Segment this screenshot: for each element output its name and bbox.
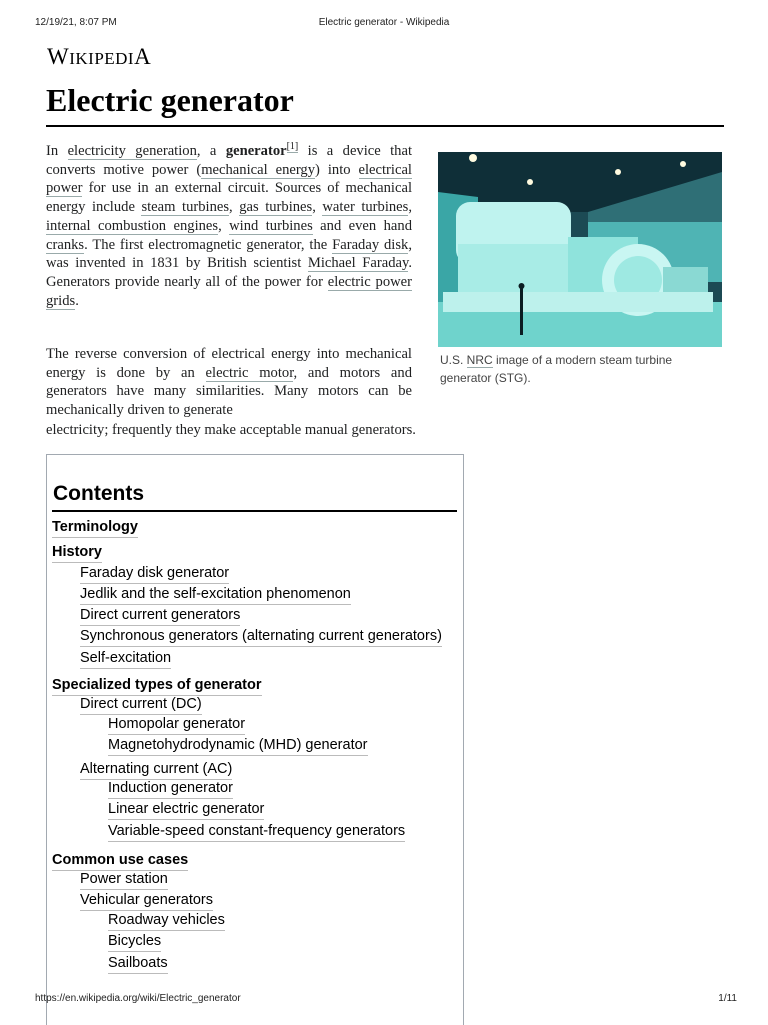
toc-item-variable-speed-generators[interactable]: Variable-speed constant-frequency generators bbox=[108, 823, 405, 842]
text: , bbox=[408, 199, 412, 216]
text: , bbox=[229, 199, 240, 216]
link-cranks[interactable]: cranks bbox=[46, 236, 85, 253]
text: In bbox=[46, 143, 68, 159]
toc-item-linear-electric-generator[interactable]: Linear electric generator bbox=[108, 801, 264, 820]
toc-item-induction-generator[interactable]: Induction generator bbox=[108, 780, 233, 799]
toc-item-power-station[interactable]: Power station bbox=[80, 871, 168, 890]
image-caption bbox=[440, 351, 725, 387]
text: image of a modern steam turbine generator (STG). bbox=[440, 353, 673, 385]
steam-turbine-image[interactable] bbox=[438, 152, 722, 347]
link-electric-motor[interactable]: electric motor bbox=[205, 364, 294, 381]
text: is a device that converts motive power ( bbox=[46, 143, 413, 178]
link-water-turbines[interactable]: water turbines bbox=[322, 199, 409, 216]
toc-item-direct-current-dc[interactable]: Direct current (DC) bbox=[80, 696, 202, 715]
bold-term-generator: generator bbox=[225, 143, 287, 159]
wikipedia-wordmark[interactable] bbox=[47, 44, 151, 70]
wordmark-a: A bbox=[134, 44, 152, 69]
print-title: Electric generator - Wikipedia bbox=[318, 17, 450, 28]
print-footer bbox=[0, 993, 768, 1007]
text: , a bbox=[196, 143, 226, 159]
link-electric-power-grids[interactable]: electric power grids bbox=[46, 273, 412, 309]
toc-item-specialized-types[interactable]: Specialized types of generator bbox=[52, 677, 262, 696]
toc-item-bicycles[interactable]: Bicycles bbox=[108, 933, 161, 952]
toc-item-roadway-vehicles[interactable]: Roadway vehicles bbox=[108, 912, 225, 931]
text: . The first electromagnetic generator, the bbox=[84, 236, 333, 253]
link-steam-turbines[interactable]: steam turbines bbox=[141, 199, 230, 216]
print-header bbox=[0, 17, 768, 31]
lead-paragraph-1 bbox=[46, 142, 412, 310]
link-michael-faraday[interactable]: Michael Faraday bbox=[307, 255, 409, 272]
toc-item-homopolar-generator[interactable]: Homopolar generator bbox=[108, 716, 245, 735]
toc-item-synchronous-generators[interactable]: Synchronous generators (alternating current generators) bbox=[80, 628, 442, 647]
link-mechanical-energy[interactable]: mechanical energy bbox=[201, 161, 316, 178]
reference-link[interactable]: [1] bbox=[286, 141, 299, 153]
toc-item-mhd-generator[interactable]: Magnetohydrodynamic (MHD) generator bbox=[108, 737, 368, 756]
link-wind-turbines[interactable]: wind turbines bbox=[229, 217, 313, 234]
title-divider bbox=[46, 125, 724, 127]
link-gas-turbines[interactable]: gas turbines bbox=[239, 199, 313, 216]
toc-item-vehicular-generators[interactable]: Vehicular generators bbox=[80, 892, 213, 911]
toc-item-direct-current-generators[interactable]: Direct current generators bbox=[80, 607, 240, 626]
toc-item-sailboats[interactable]: Sailboats bbox=[108, 955, 168, 974]
text: U.S. bbox=[440, 353, 467, 367]
page-title: Electric generator bbox=[46, 82, 294, 118]
text: for use in an external circuit. Sources of mechanical energy include bbox=[46, 180, 412, 216]
toc-item-jedlik[interactable]: Jedlik and the self-excitation phenomenon bbox=[80, 586, 351, 605]
link-electrical-power[interactable]: electrical power bbox=[46, 161, 412, 197]
text: , bbox=[218, 217, 230, 234]
link-nrc[interactable]: NRC bbox=[466, 353, 493, 367]
turbine-hall-illustration bbox=[438, 152, 722, 347]
text: , was invented in 1831 by British scientist bbox=[46, 236, 412, 272]
table-of-contents bbox=[46, 454, 464, 1025]
toc-item-faraday-disk-generator[interactable]: Faraday disk generator bbox=[80, 565, 229, 584]
toc-item-alternating-current-ac[interactable]: Alternating current (AC) bbox=[80, 761, 232, 780]
link-electricity-generation[interactable]: electricity generation bbox=[67, 143, 197, 159]
toc-title: Contents bbox=[53, 482, 144, 505]
print-page-number: 1/11 bbox=[718, 993, 737, 1004]
toc-item-common-use-cases[interactable]: Common use cases bbox=[52, 852, 188, 871]
text: . Generators provide nearly all of the power for bbox=[46, 255, 412, 290]
wordmark-w: W bbox=[47, 44, 70, 69]
toc-divider bbox=[52, 510, 457, 512]
lead-paragraph-2-last-line: electricity; frequently they make acceptable manual generators. bbox=[46, 422, 416, 438]
text: , and motors and generators have many similarities. Many motors can be mechanically driven to generate bbox=[46, 364, 412, 419]
toc-item-history[interactable]: History bbox=[52, 544, 102, 563]
link-internal-combustion-engines[interactable]: internal combustion engines bbox=[46, 217, 219, 234]
lead-paragraph-2 bbox=[46, 345, 412, 420]
text: and even hand bbox=[312, 217, 412, 234]
print-date: 12/19/21, 8:07 PM bbox=[35, 17, 117, 28]
print-url: https://en.wikipedia.org/wiki/Electric_generator bbox=[35, 993, 241, 1004]
text: , bbox=[312, 199, 323, 216]
toc-item-self-excitation[interactable]: Self-excitation bbox=[80, 650, 171, 669]
toc-item-terminology[interactable]: Terminology bbox=[52, 519, 138, 538]
text: The reverse conversion of electrical energy into mechanical energy is done by an bbox=[46, 346, 412, 381]
link-faraday-disk[interactable]: Faraday disk bbox=[332, 236, 409, 253]
text: ) into bbox=[315, 161, 359, 178]
text: . bbox=[75, 292, 79, 309]
wordmark-middle: IKIPEDI bbox=[69, 49, 135, 68]
